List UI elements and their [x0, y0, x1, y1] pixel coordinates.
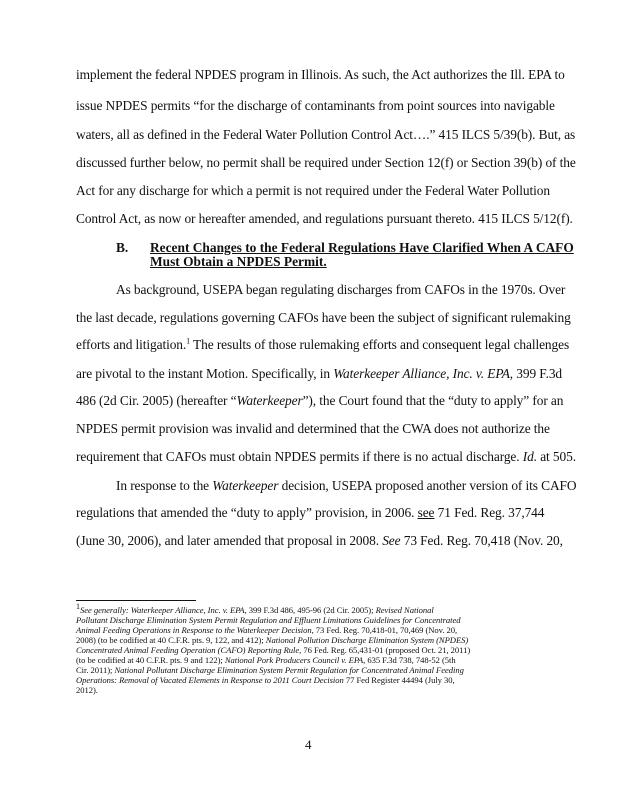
text-run: Revised National	[375, 605, 434, 615]
text-run: Operations: Removal of Vacated Elements in Response to 2011 Court Decision	[76, 675, 344, 685]
signal-word: See	[382, 533, 401, 548]
footnote-number: 1	[76, 602, 80, 612]
footnote-line	[76, 675, 455, 685]
text-run: are pivotal to the instant Motion. Specifically, in	[76, 366, 330, 381]
text-run: (to be codified at 40 C.F.R. pts. 9 and 122);	[76, 655, 225, 665]
text-run: at 505.	[536, 449, 576, 464]
text-run: efforts and litigation.	[76, 337, 187, 352]
body-line	[76, 449, 576, 465]
body-line	[116, 478, 576, 494]
text-run: National Pollutant Discharge Elimination System Permit Regulation for Concentrated Animal Feeding	[114, 665, 464, 675]
text-run: National Pollution Discharge Elimination System (NPDES)	[265, 635, 469, 645]
text-run: 2008) (to be codified at 40 C.F.R. pts. 9, 122, and 412);	[76, 635, 266, 645]
body-line	[76, 393, 563, 409]
text-run: 73 Fed. Reg. 70,418 (Nov. 20,	[400, 533, 563, 548]
body-line: discussed further below, no permit shall be required under Section 12(f) or Section 39(b) of the	[76, 155, 576, 170]
footnote-line	[76, 602, 434, 615]
body-line: As background, USEPA began regulating discharges from CAFOs in the 1970s. Over	[116, 282, 566, 297]
text-run: 71 Fed. Reg. 37,744	[434, 505, 545, 520]
text-run: requirement that CAFOs must obtain NPDES permits if there is no actual discharge.	[76, 449, 523, 464]
body-line: Control Act, as now or hereafter amended, and regulations pursuant thereto. 415 ILCS 5/12(f).	[76, 211, 573, 226]
footnote-line	[76, 685, 98, 695]
body-line	[76, 337, 569, 353]
body-line: Act for any discharge for which a permit is not required under the Federal Water Pollution	[76, 183, 550, 198]
text-run: See generally: Waterkeeper Alliance, Inc. v. EPA	[79, 605, 245, 615]
body-line	[76, 505, 544, 521]
section-heading-line2: Must Obtain a NPDES Permit.	[150, 254, 327, 269]
signal-word: see	[417, 505, 435, 520]
text-run: Animal Feeding Operations in Response to the Waterkeeper Decision	[76, 625, 312, 635]
text-run: ”), the Court found that the “duty to apply” for an	[302, 393, 564, 408]
body-line: issue NPDES permits “for the discharge of contaminants from point sources into navigable	[76, 98, 555, 113]
body-line: waters, all as defined in the Federal Water Pollution Control Act….” 415 ILCS 5/39(b). But, as	[76, 127, 576, 142]
text-run: , 73 Fed. Reg. 70,418-01, 70,469 (Nov. 20,	[311, 625, 458, 635]
text-run: (June 30, 2006), and later amended that proposal in 2008.	[76, 533, 383, 548]
text-run: National Pork Producers Council v. EPA	[224, 655, 364, 665]
case-name: Waterkeeper Alliance, Inc. v. EPA	[333, 366, 510, 381]
body-line: the last decade, regulations governing CAFOs have been the subject of significant rulemaking	[76, 310, 571, 325]
body-line	[76, 366, 562, 382]
section-heading-line1: Recent Changes to the Federal Regulations Have Clarified When A CAFO	[150, 240, 574, 255]
text-run: Cir. 2011);	[76, 665, 115, 675]
case-name: Waterkeeper	[236, 393, 303, 408]
text-run: , 76 Fed. Reg. 65,431-01 (proposed Oct. 21, 2011)	[299, 645, 471, 655]
footnote-line	[76, 625, 457, 635]
footnote-ref: 1	[186, 336, 191, 346]
page-number: 4	[305, 737, 312, 752]
footnote-separator	[76, 600, 196, 601]
body-line	[76, 533, 563, 549]
body-line: implement the federal NPDES program in Illinois. As such, the Act authorizes the Ill. EPA to	[76, 67, 565, 82]
case-name: Waterkeeper	[212, 478, 279, 493]
text-run: 2012).	[76, 685, 98, 695]
text-run: 486 (2d Cir. 2005) (hereafter “	[76, 393, 237, 408]
text-run: , 399 F.3d	[509, 366, 563, 381]
section-label: B.	[116, 240, 129, 255]
footnote-line	[76, 635, 468, 645]
text-run: , 635 F.3d 738, 748-52 (5th	[363, 655, 456, 665]
text-run: regulations that amended the “duty to apply” provision, in 2006.	[76, 505, 418, 520]
footnote-line	[76, 655, 456, 665]
text-run: Pollutant Discharge Elimination System Permit Regulation and Effluent Limitations Guidelines for Concentrated	[76, 615, 461, 625]
text-run: 77 Fed Register 44494 (July 30,	[343, 675, 455, 685]
text-run: Concentrated Animal Feeding Operation (CAFO) Reporting Rule	[76, 645, 300, 655]
footnote-line	[76, 665, 464, 675]
footnote-line	[76, 645, 470, 655]
footnote-line	[76, 615, 461, 625]
body-line: NPDES permit provision was invalid and determined that the CWA does not authorize the	[76, 421, 550, 436]
text-run: The results of those rulemaking efforts and consequent legal challenges	[190, 337, 570, 352]
text-run: In response to the	[116, 478, 213, 493]
text-run: decision, USEPA proposed another version of its CAFO	[278, 478, 577, 493]
citation-id: Id.	[522, 449, 537, 464]
text-run: , 399 F.3d 486, 495-96 (2d Cir. 2005);	[244, 605, 376, 615]
